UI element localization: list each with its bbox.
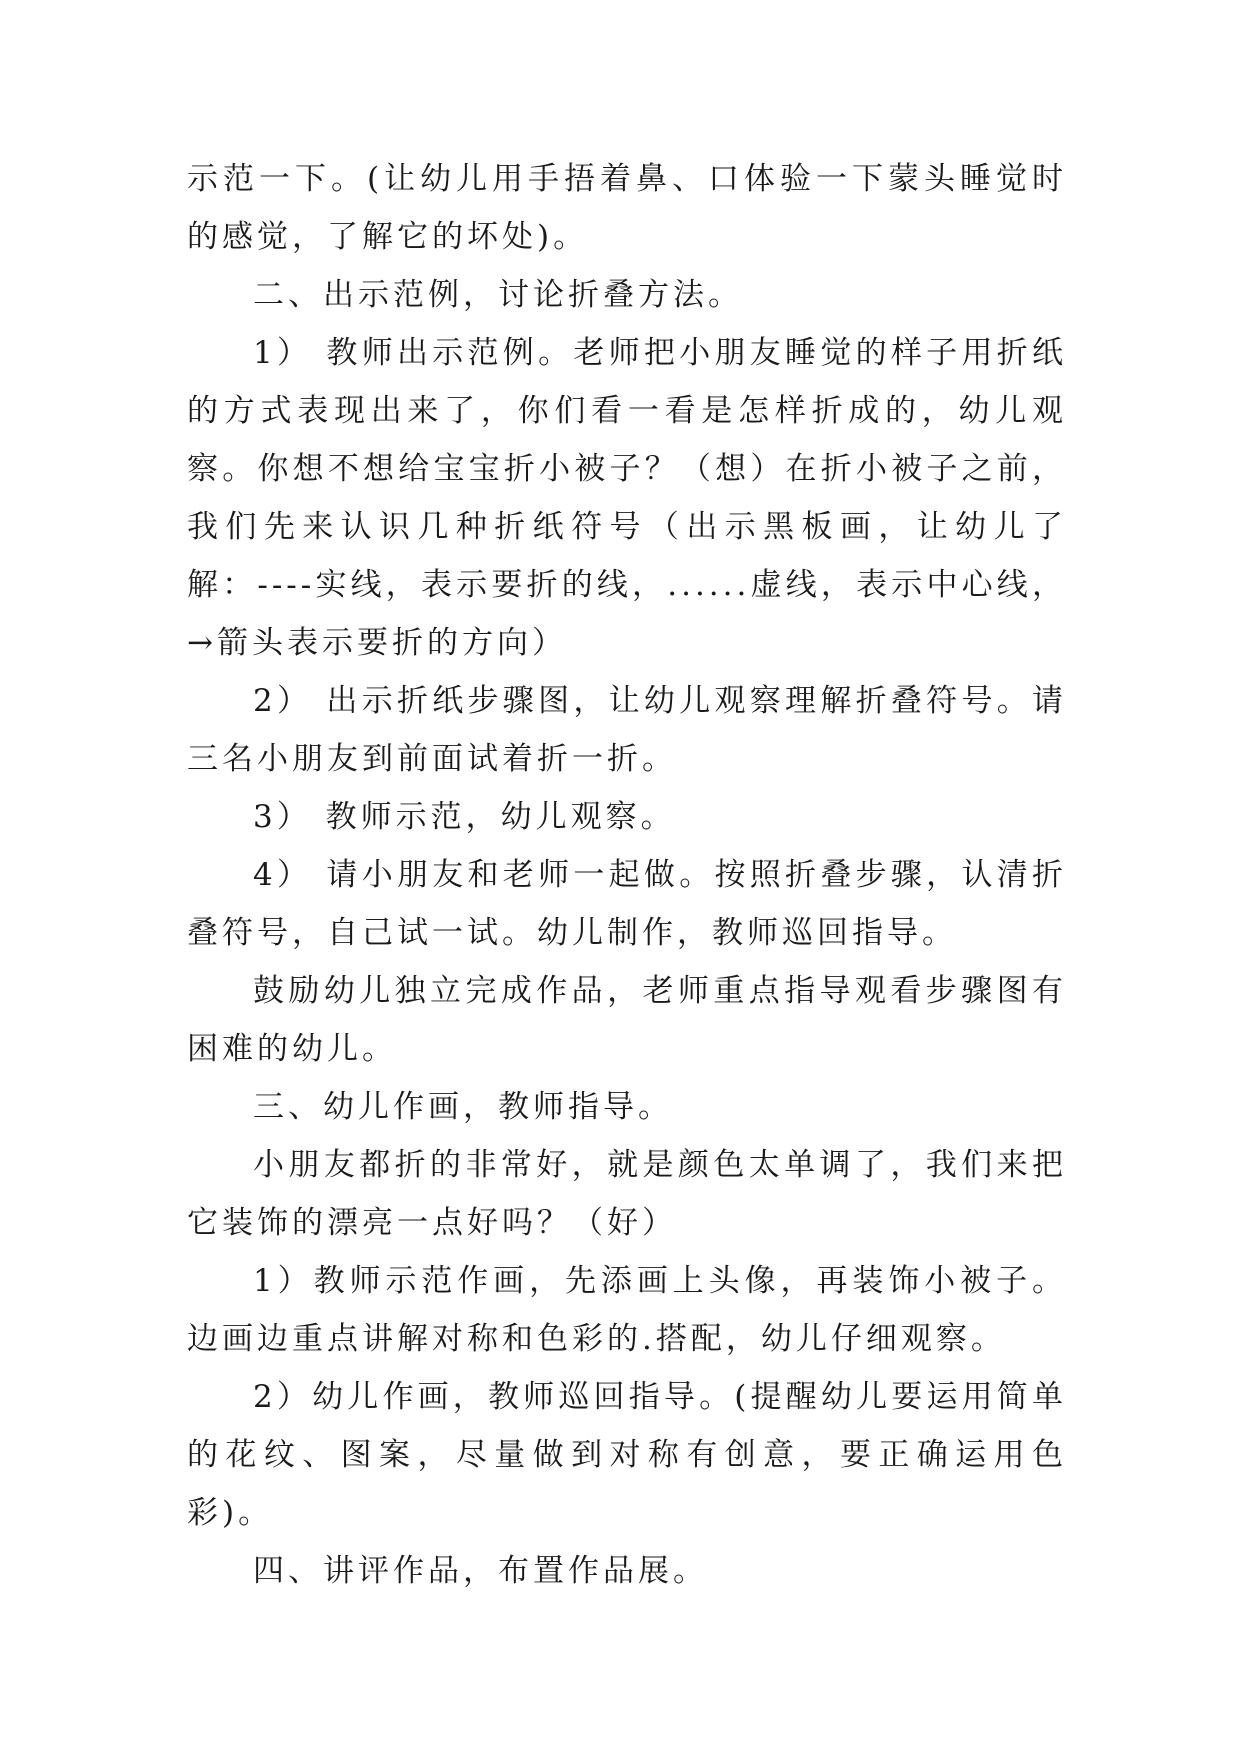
paragraph-5: 3） 教师示范，幼儿观察。	[253, 799, 676, 835]
paragraph-2: 二、出示范例，讨论折叠方法。	[253, 277, 743, 313]
paragraph-9: 小朋友都折的非常好，就是颜色太单调了，我们来把它装饰的漂亮一点好吗？（好）	[187, 1147, 1067, 1241]
paragraph-8: 三、幼儿作画，教师指导。	[253, 1089, 673, 1125]
paragraph-3: 1） 教师出示范例。老师把小朋友睡觉的样子用折纸的方式表现出来了，你们看一看是怎样折成的，幼儿观察。你想不想给宝宝折小被子？（想）在折小被子之前，我们先来认识几种折纸符号（出示黑板画，让幼儿了解：----实线，表示要折的线，......虚线，表示中心线，→箭头表示要折的方向）	[187, 335, 1067, 661]
document-body	[187, 150, 1067, 1600]
paragraph-12: 四、讲评作品，布置作品展。	[253, 1553, 708, 1589]
paragraph-10: 1）教师示范作画，先添画上头像，再装饰小被子。边画边重点讲解对称和色彩的.搭配，幼儿仔细观察。	[187, 1263, 1067, 1357]
paragraph-11: 2）幼儿作画，教师巡回指导。(提醒幼儿要运用简单的花纹、图案，尽量做到对称有创意，要正确运用色彩)。	[187, 1379, 1067, 1531]
paragraph-1: 示范一下。(让幼儿用手捂着鼻、口体验一下蒙头睡觉时的感觉，了解它的坏处)。	[187, 161, 1067, 255]
paragraph-6: 4） 请小朋友和老师一起做。按照折叠步骤，认清折叠符号，自己试一试。幼儿制作，教师巡回指导。	[187, 857, 1067, 951]
paragraph-7: 鼓励幼儿独立完成作品，老师重点指导观看步骤图有困难的幼儿。	[187, 973, 1067, 1067]
paragraph-4: 2） 出示折纸步骤图，让幼儿观察理解折叠符号。请三名小朋友到前面试着折一折。	[187, 683, 1067, 777]
